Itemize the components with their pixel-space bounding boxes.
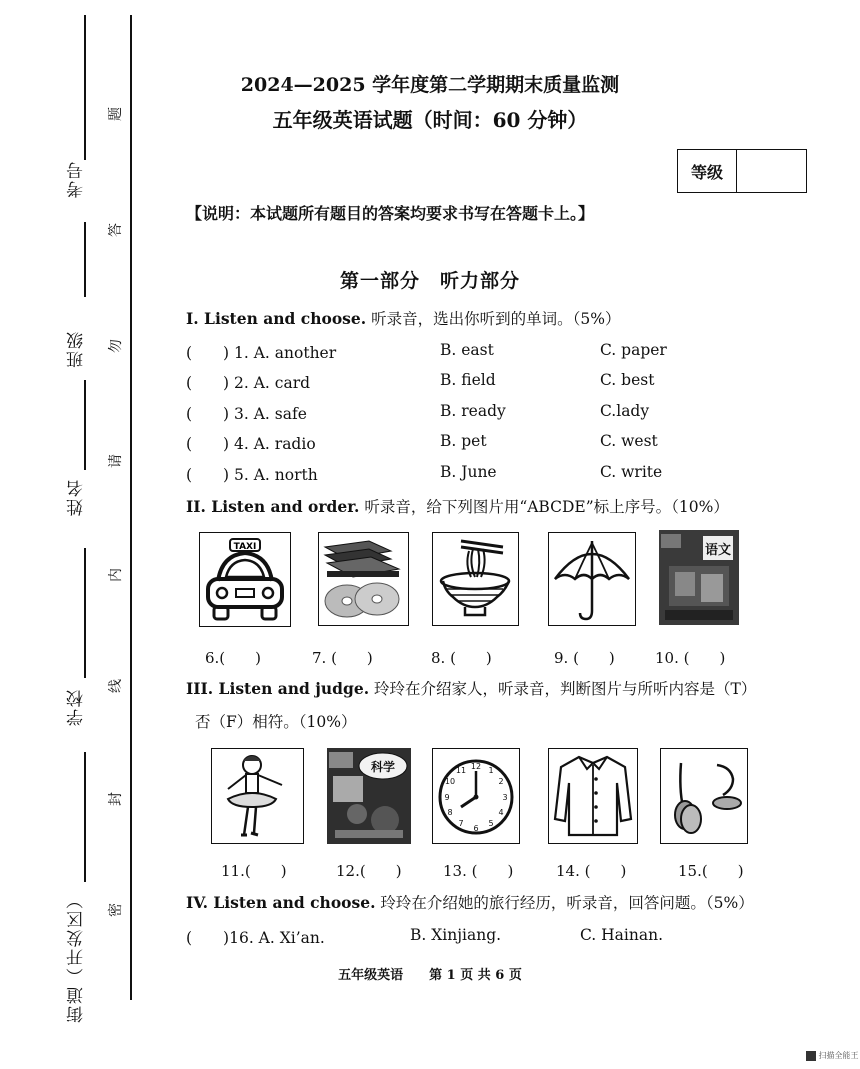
- section-2-title-cn: 听录音，给下列图片用“ABCDE”标上序号。（10%）: [359, 498, 729, 516]
- svg-text:9: 9: [444, 793, 450, 802]
- noodles-picture: [432, 532, 519, 626]
- answer-9: 9. ( ): [554, 649, 615, 667]
- svg-text:7: 7: [458, 819, 464, 828]
- question-1-c: C. paper: [600, 341, 667, 359]
- ballet-dancer-picture: [211, 748, 304, 844]
- question-5-c: C. write: [600, 463, 663, 481]
- seal-char: 题: [108, 107, 124, 121]
- svg-text:4: 4: [498, 808, 504, 817]
- binding-line: [130, 15, 132, 1000]
- section-1-title-cn: 听录音，选出你听到的单词。（5%）: [366, 310, 621, 328]
- answer-8: 8. ( ): [431, 649, 492, 667]
- question-3-a: ( ) 3. A. safe: [186, 405, 307, 423]
- seal-char: 线: [108, 679, 124, 693]
- name-label: 姓名: [67, 478, 87, 516]
- exam-title: 2024—2025 学年度第二学期期末质量监测: [240, 74, 620, 96]
- qr-icon: [806, 1051, 816, 1061]
- section-3-title-cn: 玲玲在介绍家人，听录音，判断图片与所听内容是（T）: [369, 680, 757, 698]
- section-1-title-en: I. Listen and choose.: [186, 309, 367, 328]
- svg-text:8: 8: [447, 808, 453, 817]
- book-title-text: 语文: [704, 543, 732, 558]
- class-label: 班级: [67, 330, 87, 368]
- svg-text:1: 1: [488, 766, 494, 775]
- seal-char: 密: [108, 903, 124, 917]
- umbrella-picture: [548, 532, 636, 626]
- taxi-picture: [199, 532, 291, 627]
- grade-box: [677, 149, 807, 193]
- street-label: 街道（开发区）: [67, 890, 87, 1023]
- seal-char: 请: [108, 454, 124, 468]
- seal-char: 勿: [108, 339, 124, 353]
- answer-13: 13. ( ): [443, 862, 514, 880]
- grade-field[interactable]: [737, 150, 806, 192]
- name-blank: [84, 380, 86, 470]
- question-1-a: ( ) 1. A. another: [186, 344, 337, 362]
- street-blank: [84, 752, 86, 882]
- school-label: 学校: [67, 688, 87, 726]
- seal-char: 封: [108, 792, 124, 806]
- cymbals-picture: [660, 748, 748, 844]
- answer-12: 12.( ): [336, 862, 402, 880]
- question-4-a: ( ) 4. A. radio: [186, 435, 316, 453]
- question-4-c: C. west: [600, 432, 658, 450]
- section-4-title: [186, 891, 754, 913]
- answer-10: 10. ( ): [655, 649, 726, 667]
- question-1-b: B. east: [440, 341, 494, 359]
- exam-number-label: 考号: [67, 160, 87, 198]
- question-16-c: C. Hainan.: [580, 926, 664, 944]
- svg-text:10: 10: [444, 777, 456, 786]
- noodles-bowl-icon: [433, 533, 518, 625]
- science-book-icon: [327, 748, 411, 844]
- school-blank: [84, 548, 86, 678]
- cymbals-icon: [661, 749, 747, 843]
- section-2-title-en: II. Listen and order.: [186, 497, 360, 516]
- svg-text:11: 11: [455, 766, 467, 775]
- scanner-watermark: 扫描全能王: [806, 1050, 859, 1061]
- svg-text:3: 3: [502, 793, 508, 802]
- question-5-a: ( ) 5. A. north: [186, 466, 318, 484]
- shirt-icon: [549, 749, 637, 843]
- answer-14: 14. ( ): [556, 862, 627, 880]
- science-book-picture: [327, 748, 411, 844]
- books-and-cds-picture: [318, 532, 409, 626]
- question-16-b: B. Xinjiang.: [410, 926, 502, 944]
- seal-char: 内: [108, 568, 124, 582]
- section-4-title-en: IV. Listen and choose.: [186, 893, 376, 912]
- clock-icon: [433, 749, 519, 843]
- grade-label: 等级: [678, 150, 737, 192]
- seal-char: 答: [108, 223, 124, 237]
- answer-15: 15.( ): [678, 862, 744, 880]
- section-3-title-line2: 否（F）相符。（10%）: [195, 713, 357, 731]
- svg-text:5: 5: [488, 819, 494, 828]
- answer-11: 11.( ): [221, 862, 287, 880]
- chinese-book-picture: [659, 530, 739, 625]
- section-1-title: [186, 307, 620, 329]
- books-cds-icon: [319, 533, 408, 625]
- part-title: 第一部分 听力部分: [339, 270, 520, 292]
- question-2-a: ( ) 2. A. card: [186, 374, 311, 392]
- question-4-b: B. pet: [440, 432, 487, 450]
- umbrella-icon: [549, 533, 635, 625]
- chinese-book-icon: [659, 530, 739, 625]
- science-title-text: 科学: [370, 760, 396, 774]
- taxi-sign-text: TAXI: [233, 542, 257, 552]
- question-16-a: ( )16. A. Xi’an.: [186, 929, 325, 947]
- question-2-b: B. field: [440, 371, 496, 389]
- shirt-picture: [548, 748, 638, 844]
- answer-6: 6.( ): [205, 649, 262, 667]
- svg-text:12: 12: [470, 762, 482, 771]
- section-3-title: [186, 677, 756, 699]
- question-3-c: C.lady: [600, 402, 650, 420]
- svg-text:2: 2: [498, 777, 504, 786]
- question-5-b: B. June: [440, 463, 497, 481]
- svg-text:6: 6: [473, 824, 479, 833]
- section-3-title-en: III. Listen and judge.: [186, 679, 370, 698]
- question-3-b: B. ready: [440, 402, 506, 420]
- question-2-c: C. best: [600, 371, 655, 389]
- clock-picture: [432, 748, 520, 844]
- section-4-title-cn: 玲玲在介绍她的旅行经历，听录音，回答问题。（5%）: [375, 894, 754, 912]
- exam-subtitle: 五年级英语试题（时间：60 分钟）: [272, 108, 588, 132]
- page-footer: 五年级英语 第 1 页 共 6 页: [338, 968, 522, 983]
- ballet-dancer-icon: [212, 749, 303, 843]
- answer-7: 7. ( ): [312, 649, 373, 667]
- section-2-title: [186, 495, 729, 517]
- instructions-note: 【说明：本试题所有题目的答案均要求书写在答题卡上。】: [186, 204, 595, 223]
- taxi-icon: [200, 533, 290, 626]
